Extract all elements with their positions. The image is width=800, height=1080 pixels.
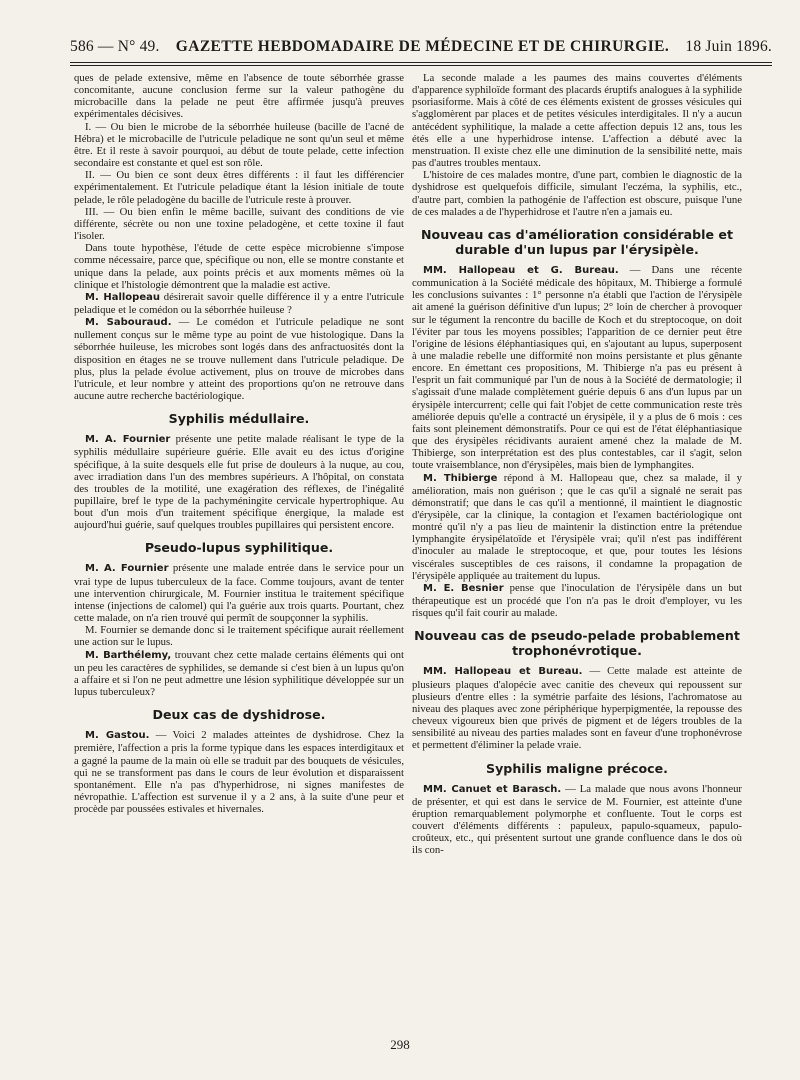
- header-rule: [70, 62, 772, 66]
- speaker-name: M. A. Fournier: [85, 434, 171, 446]
- paragraph: [412, 264, 742, 472]
- paragraph: [74, 291, 404, 316]
- speaker-name: M. Sabouraud.: [85, 317, 172, 329]
- paragraph: M. Fournier se demande donc si le traitement spécifique aurait réellement une action sur le lupus.: [74, 624, 404, 649]
- paragraph: La seconde malade a les paumes des mains couvertes d'éléments d'apparence syphiloïde formant des placards éruptifs analogues à la syphilide psoriasiforme. Mais à côté de ces éléments existent de grosses vésicules qui s'agglomèrent par places et de petites vésicules interdigitales. Il n'y a aucun antécédent syphilitique, la malade a cette affection depuis 12 ans, tous les étés elle a une hyperhidrose intense. L'affection a débuté avec la menstruation. Il existe chez elle une diminution de la sensibilité nette, mais pas d'autres troubles mentaux.: [412, 72, 742, 170]
- speaker-name: M. Barthélemy,: [85, 649, 172, 661]
- paragraph-text: présente une petite malade réalisant le type de la syphilis médullaire supérieure guérie. Elle avait eu des ictus d'origine spécifique, à la suite desquels elle fut prise de douleurs à la nuque, au cou, avec irradiation dans l'un des membres supérieurs. A l'hôpital, on constata des troubles de la motilité, une exagération des réflexes, de l'inégalité pupillaire, bref le type de la pachyméningite cervicale hypertrophique. Au bout d'un mois d'un traitement spécifique énergique, la malade est aujourd'hui guérie, sauf quelques troubles pupillaires qui persistent encore.: [74, 433, 405, 532]
- running-header: [70, 38, 772, 60]
- paragraph-text: — Le comédon et l'utricule peladique ne sont nullement conçus sur le même type au point de vue histologique. Dans la séborrhée huileuse, les microbes sont logés dans des anfractuosités dont la disposition en étages ne se trouve nullement dans l'utricule peladique. De plus, plus la pelade évolue activement, plus on trouve de microbes dans l'utricule, et leur nombre y atteint des proportions qu'on ne retrouve dans aucune autre recherche bactériologique.: [74, 316, 404, 403]
- page-issue-label: 586 — N° 49.: [70, 38, 160, 55]
- speaker-name: MM. Hallopeau et G. Bureau.: [423, 264, 619, 276]
- section-heading: Pseudo-lupus syphilitique.: [144, 540, 334, 556]
- speaker-name: MM. Hallopeau et Bureau.: [423, 666, 583, 678]
- paragraph-text: désirerait savoir quelle différence il y a entre l'utricule peladique et le comédon ou la séborrhée huileuse ?: [74, 290, 405, 316]
- paragraph: [412, 582, 742, 619]
- speaker-name: MM. Canuet et Barasch.: [423, 783, 562, 795]
- paragraph: [74, 316, 404, 402]
- paragraph-text: pense que l'inoculation de l'érysipèle dans un but thérapeutique est un procédé que l'on n'a pas le droit d'employer, vu les risques qu'il fait courir au malade.: [412, 581, 742, 620]
- section-heading: Nouveau cas d'amélioration considérable et durable d'un lupus par l'érysipèle.: [421, 226, 733, 257]
- speaker-name: M. A. Fournier: [85, 563, 169, 575]
- left-column: [74, 72, 404, 815]
- journal-title: GAZETTE HEBDOMADAIRE DE MÉDECINE ET DE CHIRURGIE.: [175, 38, 670, 55]
- paragraph: [412, 783, 742, 857]
- paragraph-text: — Cette malade est atteinte de plusieurs plaques d'alopécie avec canitie des cheveux qui repoussent sur plusieurs d'entre elles : la symétrie parfaite des lésions, l'achromatose au niveau des plaques avec zone périphérique hyperpigmentée, la repousse des cheveux vigoureux bien que privés de pigment et de légers troubles de la sensibilité au niveau des parties malades sont en faveur d'une trophonévrose et permettent d'éliminer la pelade vraie.: [412, 665, 743, 752]
- paragraph: II. — Ou bien ce sont deux êtres différents : il faut les différencier expérimentalement. Et l'utricule peladique étant la lésion initiale de toute pelade, le rôle peladogène du bacille de l'utricule reste à prouver.: [74, 169, 404, 206]
- paragraph-text: — La malade que nous avons l'honneur de présenter, et qui est dans le service de M. Fournier, est atteinte d'une éruption remarquablement polymorphe et confluente. Tout le corps est couvert d'éléments différents : papuleux, papulo-squameux, papulo-croûteux, etc., qui présentent surtout une grande confluence dans le dos où ils con-: [412, 782, 742, 857]
- paragraph: ques de pelade extensive, même en l'absence de toute séborrhée grasse concomitante, aucune conclusion ferme sur la valeur pathogène du microbacille dans la pelade ne peut être affirmée jusqu'à preuves expérimentales décisives.: [74, 72, 404, 121]
- paragraph: [412, 472, 742, 582]
- paragraph: [74, 433, 404, 531]
- paragraph: [74, 729, 404, 815]
- paragraph: [412, 665, 742, 751]
- paragraph-text: répond à M. Hallopeau que, chez sa malade, il y amélioration, mais non guérison ; que le cas qu'il a signalé ne serait pas démonstratif; que dans le cas qu'il a mentionné, il maintient le diagnostic d'érysipèle, car la clinique, la contagion et l'examen bactériologique ont montré qu'il n'y a pas lieu de maintenir la distinction entre la prétendue lymphangite érysipélatoïde et l'érysipèle vrai; qu'il n'est pas indifférent d'inoculer au malade le streptocoque, et que, pour toutes les lésions viscérales susceptibles de ces raisons, il condamne la propagation de l'érysipèle appliquée au traitement du lupus.: [412, 471, 742, 582]
- issue-date: 18 Juin 1896.: [685, 38, 772, 55]
- speaker-name: M. Thibierge: [423, 472, 498, 484]
- speaker-name: M. Gastou.: [85, 730, 150, 742]
- section-heading: Nouveau cas de pseudo-pelade probablement trophonévrotique.: [414, 628, 740, 659]
- paragraph-text: trouvant chez cette malade certains éléments qui ont un peu les caractères de syphilides, se demande si c'est bien à un lupus qu'on a affaire et si l'on ne peut admettre une lésion syphilitique développée sur un lupus tuberculeux?: [74, 648, 404, 699]
- paragraph-text: présente une malade entrée dans le service pour un vrai type de lupus tuberculeux de la face. Comme toujours, avant de tenter une intervention chirurgicale, M. Fournier institua le traitement spécifique intense (injections de calomel) qui l'a guérie aux trois quarts. Pourtant, chez cette malade, on n'a rien trouvé qui permît de soupçonner la syphilis.: [74, 562, 404, 625]
- paragraph-text: — Voici 2 malades atteintes de dyshidrose. Chez la première, l'affection a pris la forme typique dans les espaces interdigitaux et a gagné la paume de la main où elle se traduit par des bouquets de vésicules, qui ne se transforment pas dans le cours de leur évolution et disparaissent spontanément. Elle n'a pas d'hyperhidrose, ni signes manifestes de névropathie. L'affection est survenue il y a 2 ans, à la suite d'une peur et procède par poussées estivales et hivernales.: [74, 729, 404, 816]
- page-number: 298: [390, 1037, 410, 1052]
- speaker-name: M. Hallopeau: [85, 291, 160, 303]
- paragraph: Dans toute hypothèse, l'étude de cette espèce microbienne s'impose comme nécessaire, parce que, spécifique ou non, elle se montre constante et unique dans la pelade, aux points précis et aux moments mêmes où la clinique et l'histologie démontrent que la maladie est active.: [74, 242, 404, 291]
- paragraph: L'histoire de ces malades montre, d'une part, combien le diagnostic de la dyshidrose est quelquefois difficile, simulant l'eczéma, la syphilis, etc., d'autre part, combien la pathogénie de l'affection est obscure, puisque l'une de ces malades a de l'hyperhidrose et l'autre n'en a jamais eu.: [412, 169, 742, 218]
- speaker-name: M. E. Besnier: [423, 582, 504, 594]
- paragraph-text: — Dans une récente communication à la Société médicale des hôpitaux, M. Thibierge a formulé les conclusions suivantes : 1° personne n'a établi que l'action de l'érysipèle ait amené la guérison définitive d'un lupus; 2° loin de chercher à provoquer sur le tégument la rencontre du bacille de Koch et du streptocoque, on doit l'éviter par tous les moyens possibles; l'apparition de ce dernier peut être l'origine de lésions éléphantiasiques qui, en s'ajoutant au lupus, superposent à une maladie rebelle une difformité non moins persistante et plus gênante encore. En émettant ces propositions, M. Thibierge n'a pas eu présent à l'esprit un fait communiqué par l'un de nous à la Société de dermatologie; il s'agissait d'une malade complètement guérie depuis 6 ans d'un lupus par un érysipèle intercurrent; celle qui fait l'objet de cette communication reste très améliorée depuis qu'elle a contracté un érysipèle, il y a plus de 6 mois : ces faits sont pleinement démonstratifs. Pour ce qui est de l'état éléphantiasique que des érysipèles récidivants auraient amené chez la malade de M. Thibierge, son interprétation est des plus contestables, car il s'agit, selon toute vraisemblance, non d'érysipèles, mais bien de lymphangites.: [412, 263, 742, 472]
- paragraph: III. — Ou bien enfin le même bacille, suivant des conditions de vie différente, sécrète ou non une toxine peladogène, et cette toxine il faut l'isoler.: [74, 205, 404, 243]
- section-heading: Deux cas de dyshidrose.: [152, 707, 326, 723]
- section-heading: Syphilis médullaire.: [168, 411, 310, 427]
- section-heading: Syphilis maligne précoce.: [486, 760, 668, 776]
- paragraph: [74, 562, 404, 624]
- right-column: [412, 72, 742, 856]
- paragraph: I. — Ou bien le microbe de la séborrhée huileuse (bacille de l'acné de Hébra) et le microbacille de l'utricule peladique ne sont qu'un seul et même être. Et il reste à savoir pourquoi, au début de toute pelade, cette infection secondaire est constante et quel est son rôle.: [74, 120, 404, 170]
- paragraph: [74, 649, 404, 699]
